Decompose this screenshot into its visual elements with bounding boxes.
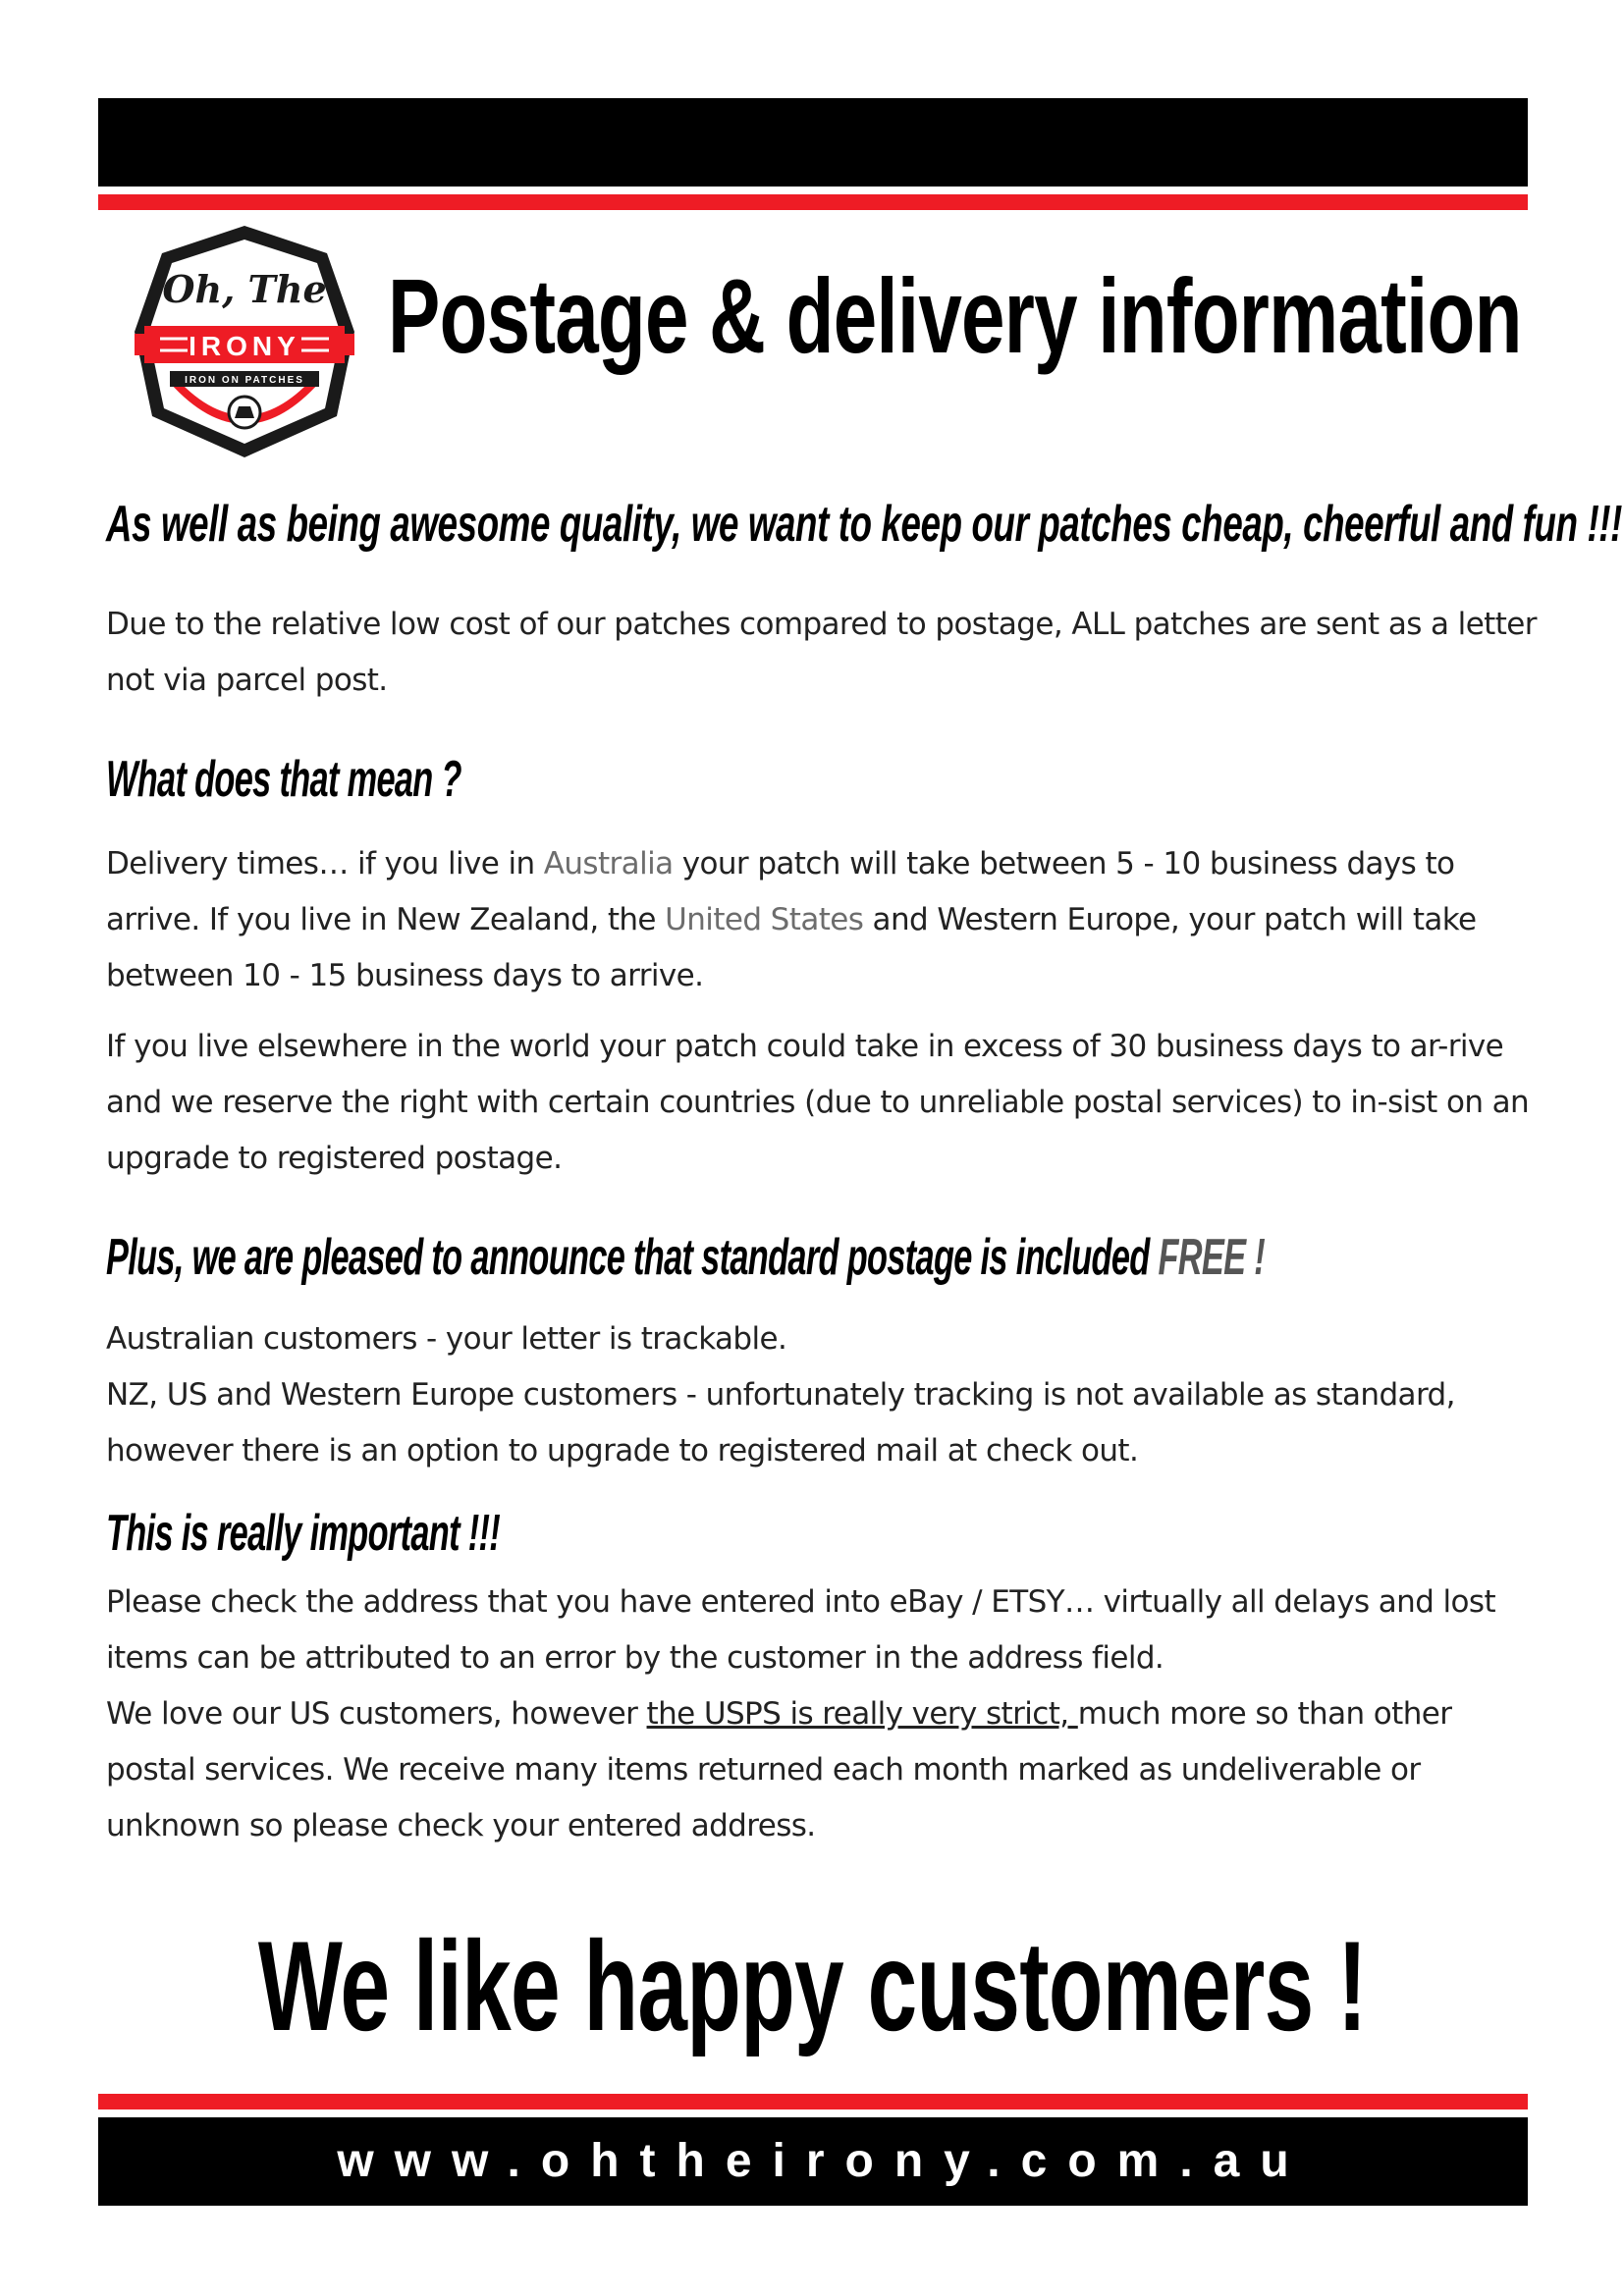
section-heading-important: This is really important !!!	[106, 1505, 501, 1562]
text-fragment: Delivery times… if you live in	[106, 846, 544, 881]
bottom-black-bar	[98, 2117, 1528, 2206]
section-heading-meaning: What does that mean ?	[106, 751, 461, 808]
bottom-red-stripe	[98, 2094, 1528, 2109]
top-black-bar	[98, 98, 1528, 187]
website-url[interactable]: www.ohtheirony.com.au	[337, 2135, 1310, 2187]
text-fragment: We love our US customers, however	[106, 1696, 647, 1732]
text-fragment: your patch will take between 5 - 10 business days to arrive. If you live in New Zealand, the	[106, 846, 1455, 937]
iron-icon	[229, 397, 260, 428]
address-check-text: Please check the address that you have entered into eBay / ETSY… virtually all delays and lost items can be attributed to an error by the customer in the address field.	[106, 1584, 1496, 1676]
page-title: Postage & delivery information	[388, 256, 1522, 375]
heading-text: Plus, we are pleased to announce that standard postage is included	[106, 1229, 1159, 1286]
closing-slogan	[0, 1914, 1624, 2057]
top-red-stripe	[98, 194, 1528, 210]
closing-text: We like happy customers !	[257, 1914, 1367, 2057]
logo-caption-text: IRON ON PATCHES	[185, 375, 304, 386]
australia-link[interactable]: Australia	[543, 846, 674, 881]
address-check-paragraph	[106, 1575, 1540, 1854]
logo-script-text: Oh, The	[162, 267, 327, 311]
australian-tracking-line: Australian customers - your letter is trackable.	[106, 1321, 787, 1357]
text-fragment: and Western Europe, your patch will take between 10 - 15 business days to arrive.	[106, 902, 1477, 993]
delivery-times-paragraph	[106, 836, 1540, 1004]
logo-banner-text: IRONY	[189, 331, 300, 361]
section-heading-free-postage	[106, 1229, 1265, 1286]
free-highlight: FREE !	[1158, 1229, 1265, 1286]
intro-paragraph: Due to the relative low cost of our patches compared to postage, ALL patches are sent as a letter not via parcel post.	[106, 607, 1537, 698]
united-states-link[interactable]: United States	[665, 902, 864, 937]
tracking-paragraph	[106, 1311, 1540, 1479]
tagline: As well as being awesome quality, we want to keep our patches cheap, cheerful and fun !!!	[106, 496, 1623, 553]
elsewhere-paragraph: If you live elsewhere in the world your patch could take in excess of 30 business days to ar-rive and we reserve the right with certain countries (due to unreliable postal services) to in-sist on an upgrade to registered postage.	[106, 1029, 1530, 1176]
international-tracking-line: NZ, US and Western Europe customers - unfortunately tracking is not available as standard, however there is an option to upgrade to registered mail at check out.	[106, 1377, 1455, 1468]
text-fragment: much more so than other postal services. We receive many items returned each month marked as undeliverable or unknown so please check your entered address.	[106, 1696, 1452, 1843]
brand-logo	[131, 224, 358, 459]
usps-strict-note: the USPS is really very strict,	[646, 1696, 1078, 1732]
